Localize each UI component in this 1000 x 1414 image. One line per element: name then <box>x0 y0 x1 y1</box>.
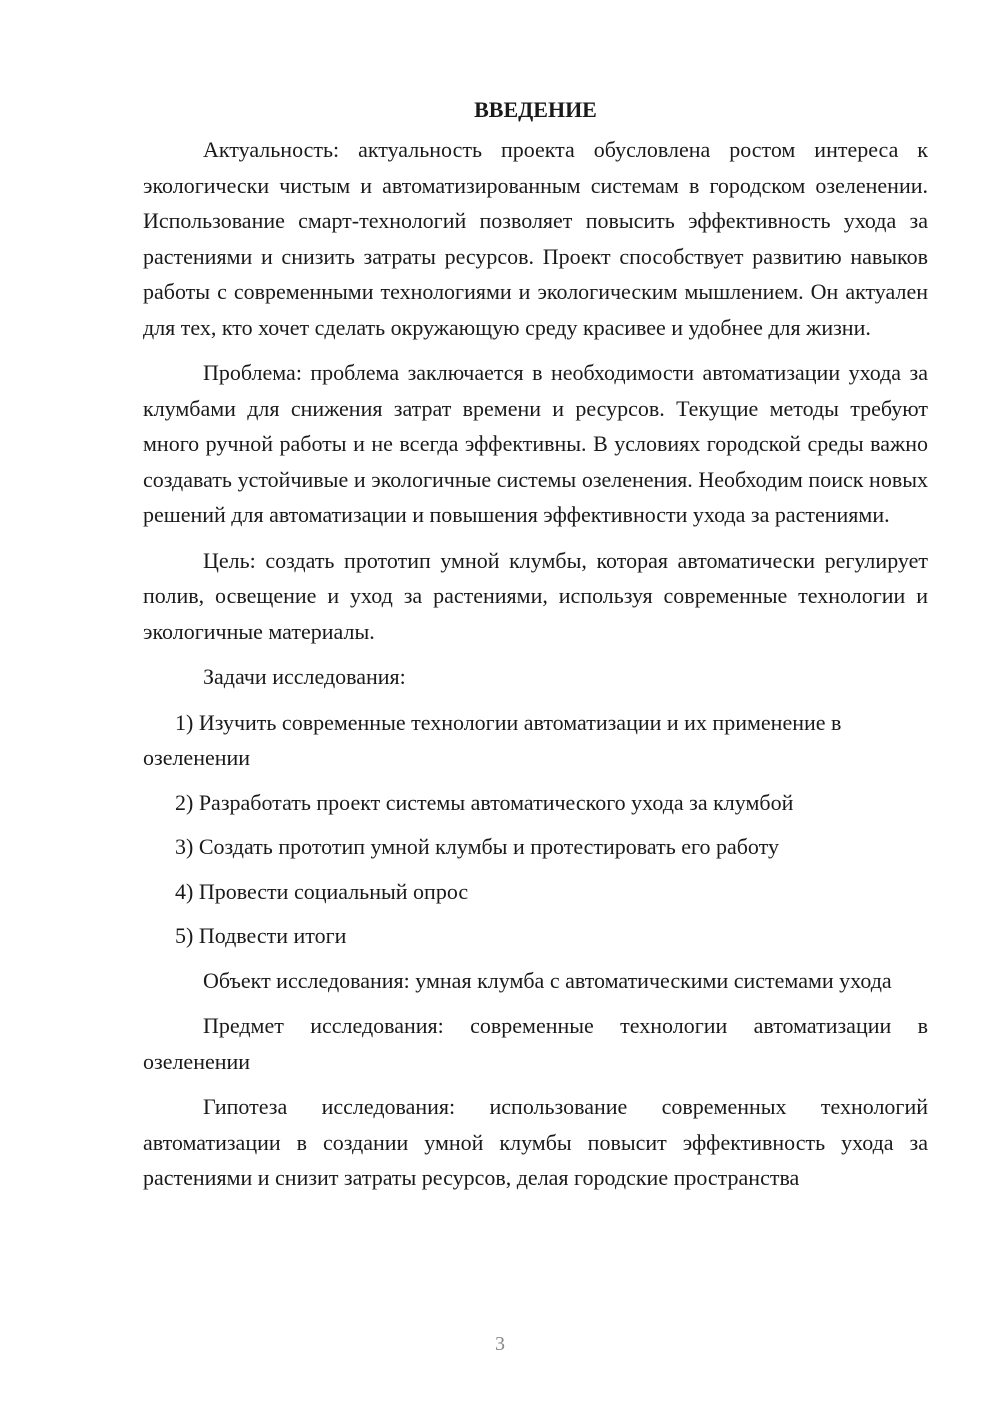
hypothesis-paragraph: Гипотеза исследования: использование современных технологий автоматизации в создании умной клумбы повысит эффективность ухода за растениями и снизит затраты ресурсов, делая городские пространства <box>143 1094 928 1190</box>
task-item-4: 4) Провести социальный опрос <box>175 878 469 904</box>
page-title: ВВЕДЕНИЕ <box>474 97 597 122</box>
page-number: 3 <box>495 1333 505 1355</box>
subject-paragraph: Предмет исследования: современные технологии автоматизации в озеленении <box>143 1013 928 1074</box>
document-page <box>143 92 928 1206</box>
task-item-1: 1) Изучить современные технологии автоматизации и их применение в озеленении <box>143 709 842 770</box>
task-item-5: 5) Подвести итоги <box>175 923 347 948</box>
task-item-3: 3) Создать прототип умной клумбы и протестировать его работу <box>175 834 779 859</box>
goal-paragraph: Цель: создать прототип умной клумбы, которая автоматически регулирует полив, освещение и уход за растениями, используя современные технологии и экологичные материалы. <box>143 547 928 644</box>
relevance-paragraph: Актуальность: актуальность проекта обусловлена ростом интереса к экологически чистым и автоматизированным системам в городском озеленении. Использование смарт-технологий позволяет повысить эффективность ухода за растениями и снизить затраты ресурсов. Проект способствует развитию навыков работы с современными технологиями и экологическим мышлением. Он актуален для тех, кто хочет сделать окружающую среду красивее и удобнее для жизни. <box>143 137 928 340</box>
problem-paragraph: Проблема: проблема заключается в необходимости автоматизации ухода за клумбами для снижения затрат времени и ресурсов. Текущие методы требуют много ручной работы и не всегда эффективны. В условиях городской среды важно создавать устойчивые и экологичные системы озеленения. Необходим поиск новых решений для автоматизации и повышения эффективности ухода за растениями. <box>143 360 928 527</box>
task-item-2: 2) Разработать проект системы автоматического ухода за клумбой <box>175 789 794 815</box>
tasks-title: Задачи исследования: <box>203 664 406 689</box>
object-paragraph: Объект исследования: умная клумба с автоматическими системами ухода <box>203 967 892 993</box>
